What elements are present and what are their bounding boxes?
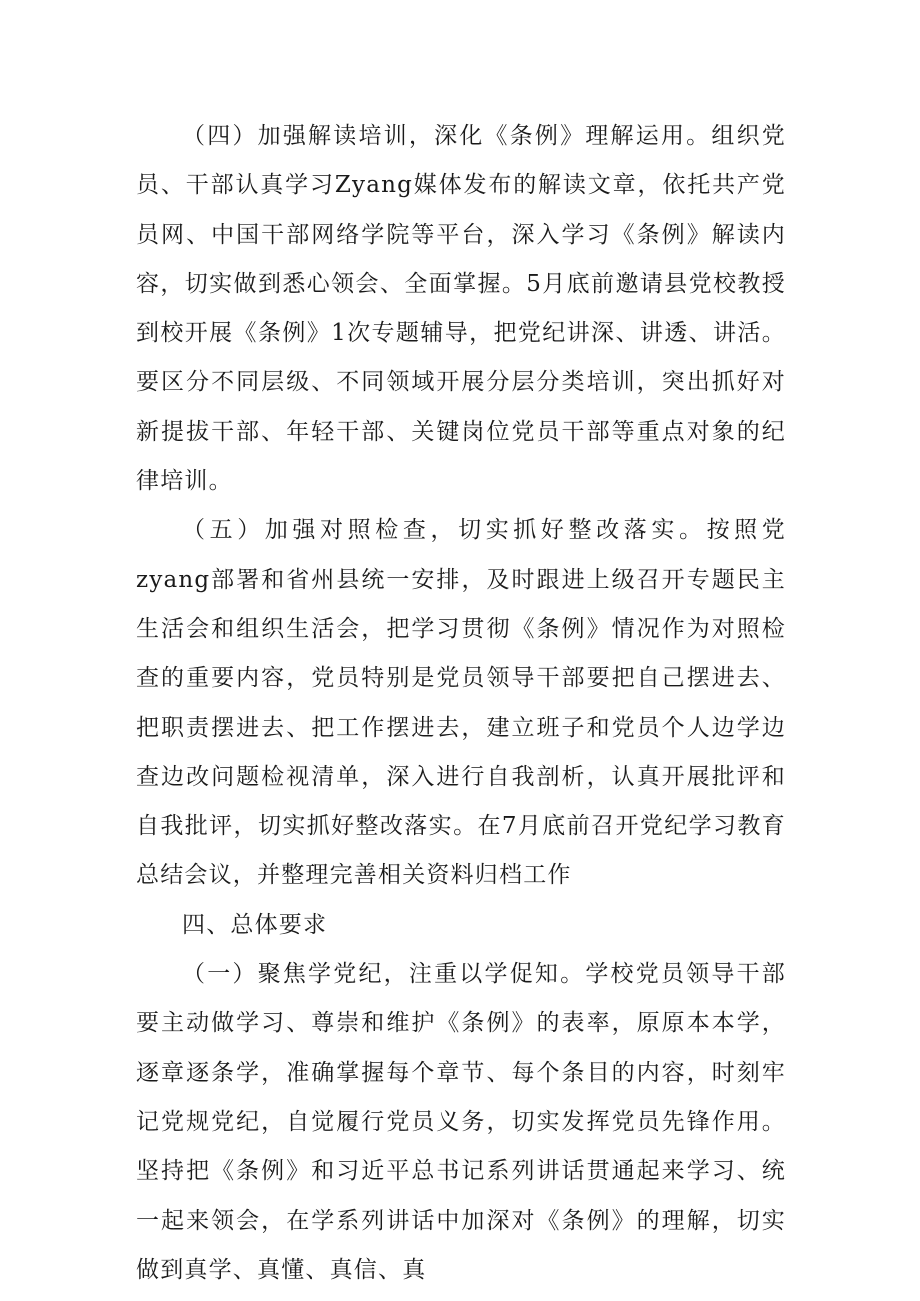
paragraph-inspection: （五）加强对照检查，切实抓好整改落实。按照党zyang部署和省州县统一安排，及时跟进上级召开专题民主生活会和组织生活会，把学习贯彻《条例》情况作为对照检查的重要内容，党员特别是党员领导干部要把自己摆进去、把职责摆进去、把工作摆进去，建立班子和党员个人边学边查边改问题检视清单，深入进行自我剖析，认真开展批评和自我批评，切实抓好整改落实。在7月底前召开党纪学习教育总结会议，并整理完善相关资料归档工作 <box>136 517 786 889</box>
document-body <box>136 112 786 1295</box>
paragraph-training: （四）加强解读培训，深化《条例》理解运用。组织党员、干部认真学习Zyang媒体发布的解读文章，依托共产党员网、中国干部网络学院等平台，深入学习《条例》解读内容，切实做到悉心领会、全面掌握。5月底前邀请县党校教授到校开展《条例》1次专题辅导，把党纪讲深、讲透、讲活。要区分不同层级、不同领域开展分层分类培训，突出抓好对新提拔干部、年轻干部、关键岗位党员干部等重点对象的纪律培训。 <box>136 123 786 495</box>
paragraph-study: （一）聚焦学党纪，注重以学促知。学校党员领导干部要主动做学习、尊崇和维护《条例》的表率，原原本本学，逐章逐条学，准确掌握每个章节、每个条目的内容，时刻牢记党规党纪，自觉履行党员义务，切实发挥党员先锋作用。坚持把《条例》和习近平总书记系列讲话贯通起来学习、统一起来领会，在学系列讲话中加深对《条例》的理解，切实做到真学、真懂、真信、真 <box>136 961 786 1283</box>
section-heading: 四、总体要求 <box>182 911 328 938</box>
